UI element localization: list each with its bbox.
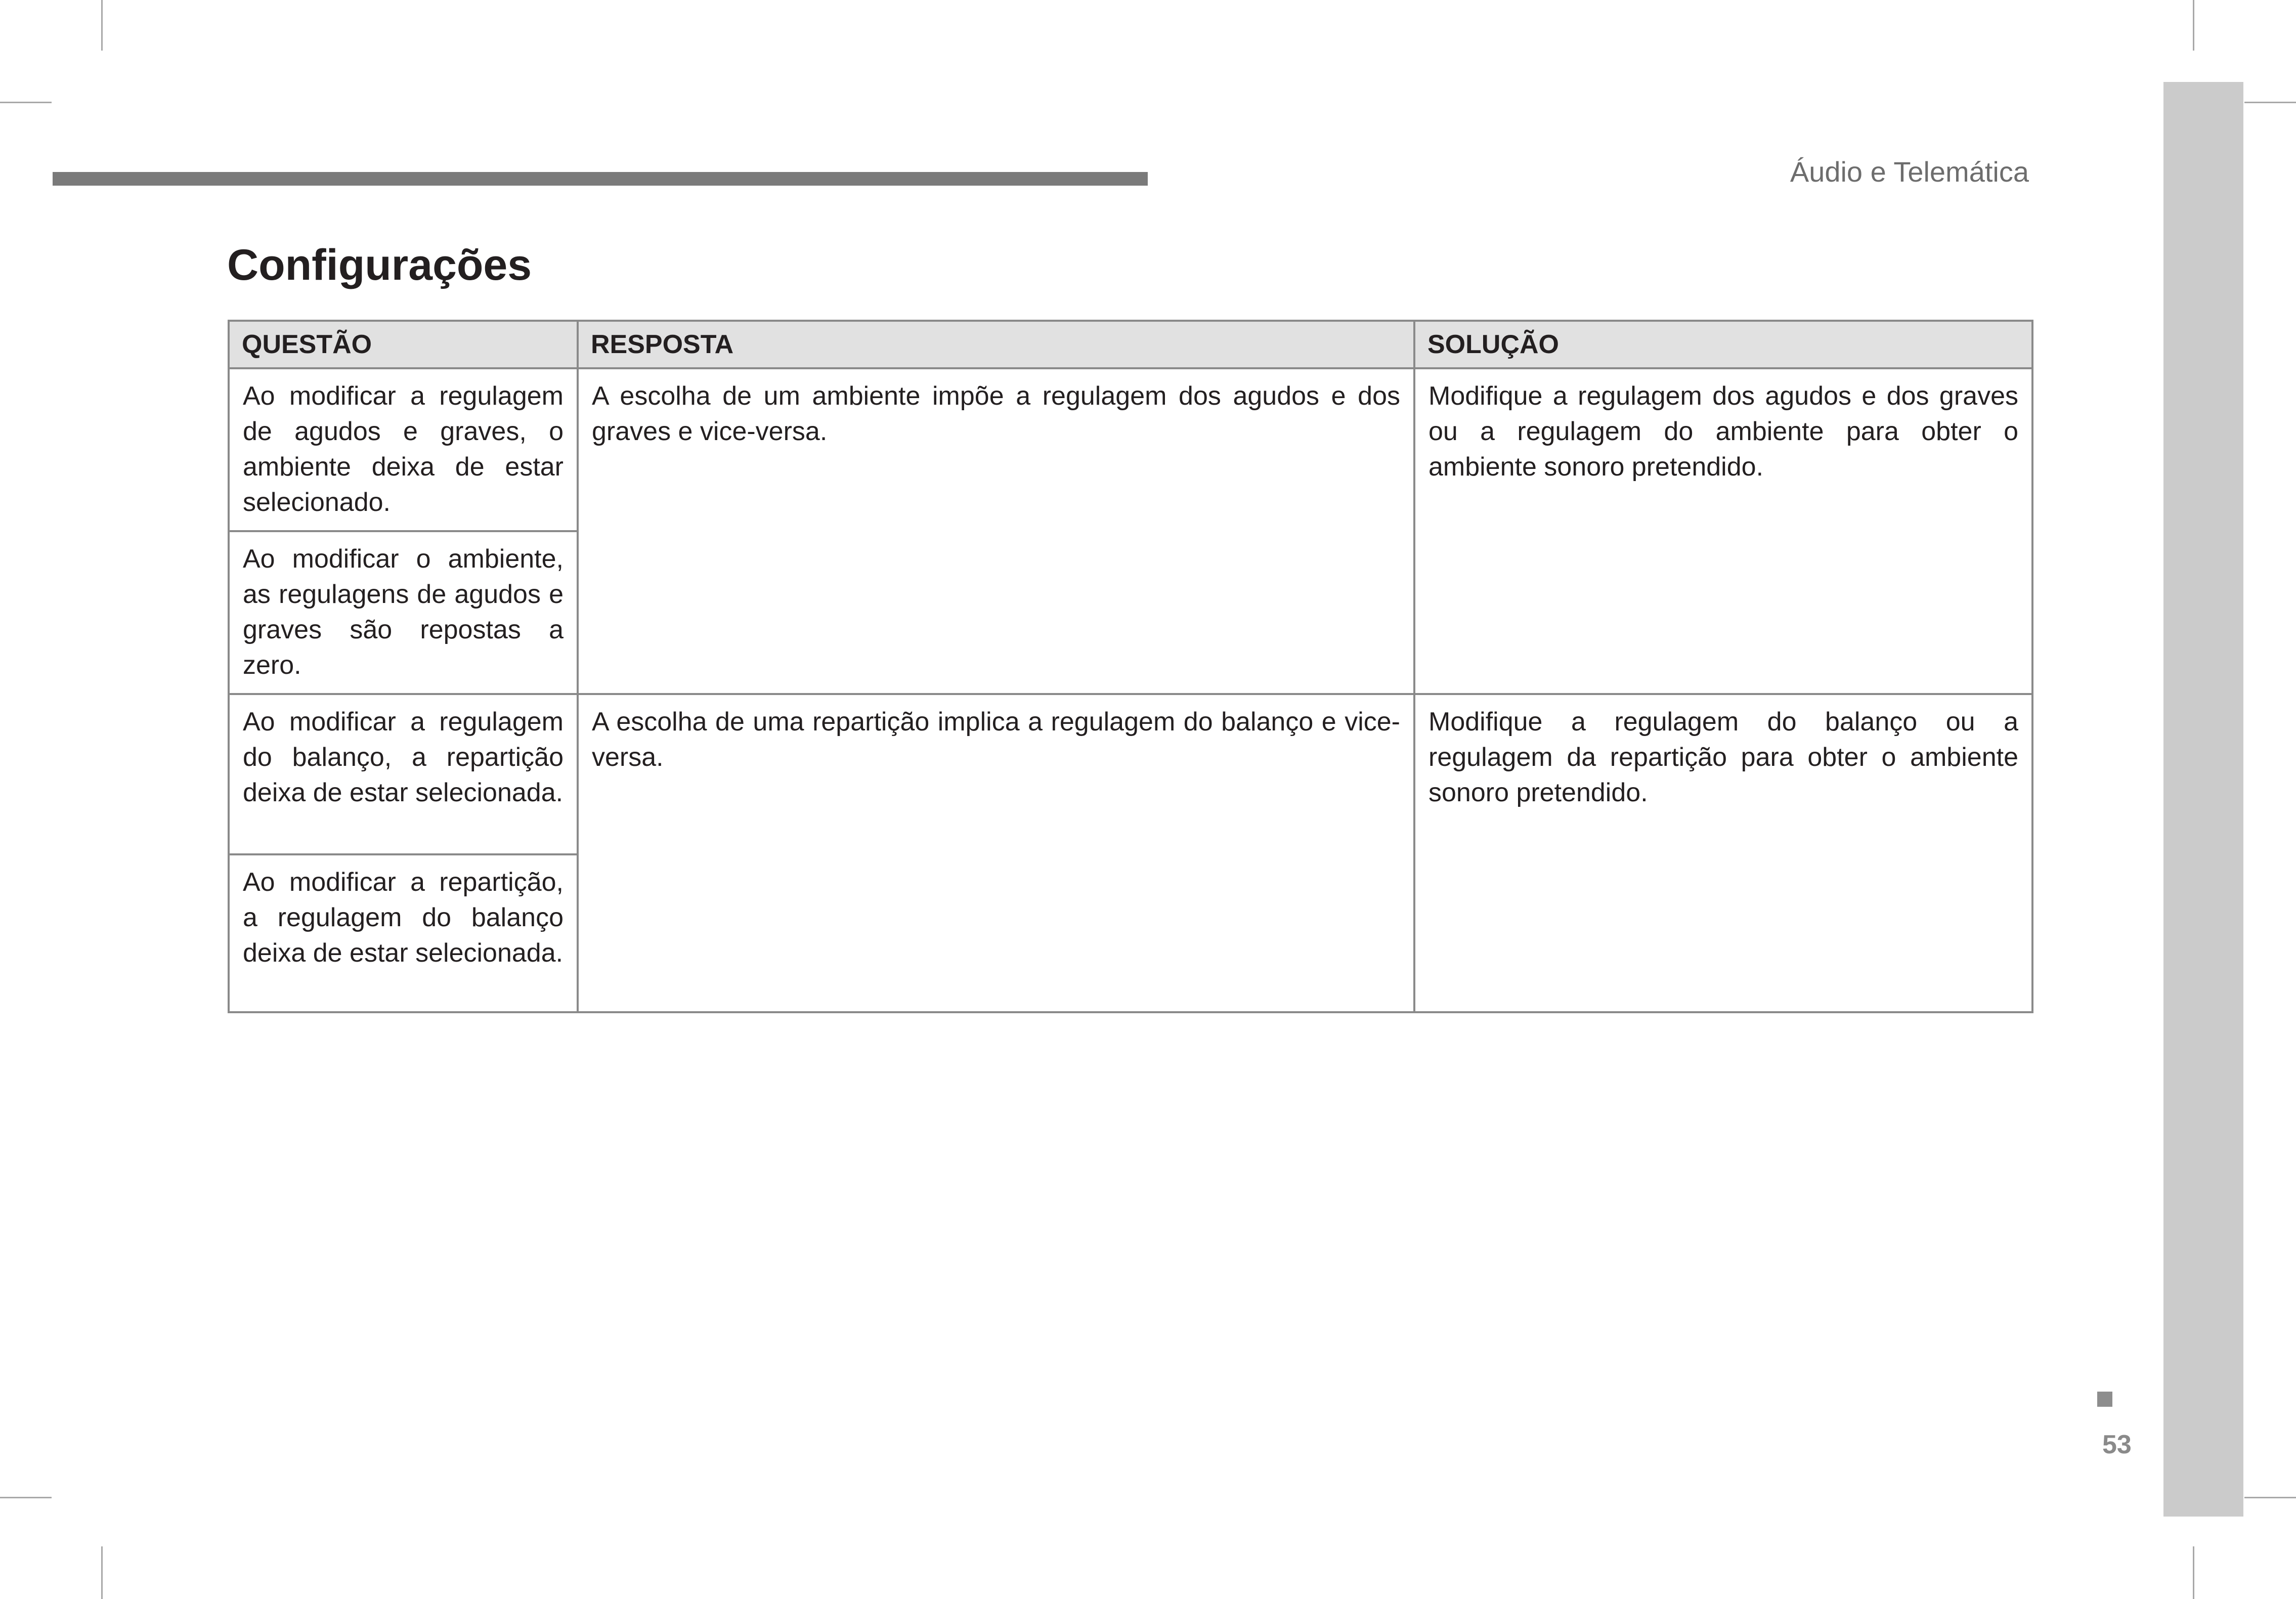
answer-cell: A escolha de um ambiente impõe a regulagem dos agudos e dos graves e vice-versa. [578,368,1414,694]
question-cell: Ao modificar a repartição, a regulagem do balanço deixa de estar selecionada. [229,854,578,1012]
crop-mark [2193,1546,2194,1599]
table-row [229,694,2032,854]
question-cell: Ao modificar o ambiente, as regulagens de agudos e graves são repostas a zero. [229,531,578,694]
crop-mark [0,102,52,103]
side-tab [2163,82,2243,1517]
crop-mark [101,0,103,51]
solution-cell: Modifique a regulagem do balanço ou a regulagem da repartição para obter o ambiente sonoro pretendido. [1414,694,2032,1012]
page-title: Configurações [227,241,532,289]
crop-mark [0,1497,52,1498]
crop-mark [101,1546,103,1599]
column-header-solution: SOLUÇÃO [1414,321,2032,368]
crop-mark [2193,0,2194,51]
column-header-answer: RESPOSTA [578,321,1414,368]
table-row [229,368,2032,531]
question-cell: Ao modificar a regulagem do balanço, a repartição deixa de estar selecionada. [229,694,578,854]
column-header-question: QUESTÃO [229,321,578,368]
page-number: 53 [2102,1430,2132,1459]
question-cell: Ao modificar a regulagem de agudos e graves, o ambiente deixa de estar selecionado. [229,368,578,531]
crop-mark [2244,1497,2296,1498]
table-header-row [229,321,2032,368]
solution-cell: Modifique a regulagem dos agudos e dos graves ou a regulagem do ambiente para obter o ambiente sonoro pretendido. [1414,368,2032,694]
troubleshooting-table [228,320,2033,1013]
page-marker-square [2097,1392,2112,1407]
section-header: Áudio e Telemática [1790,156,2029,188]
header-rule [53,172,1148,186]
crop-mark [2244,102,2296,103]
answer-cell: A escolha de uma repartição implica a regulagem do balanço e vice-versa. [578,694,1414,1012]
